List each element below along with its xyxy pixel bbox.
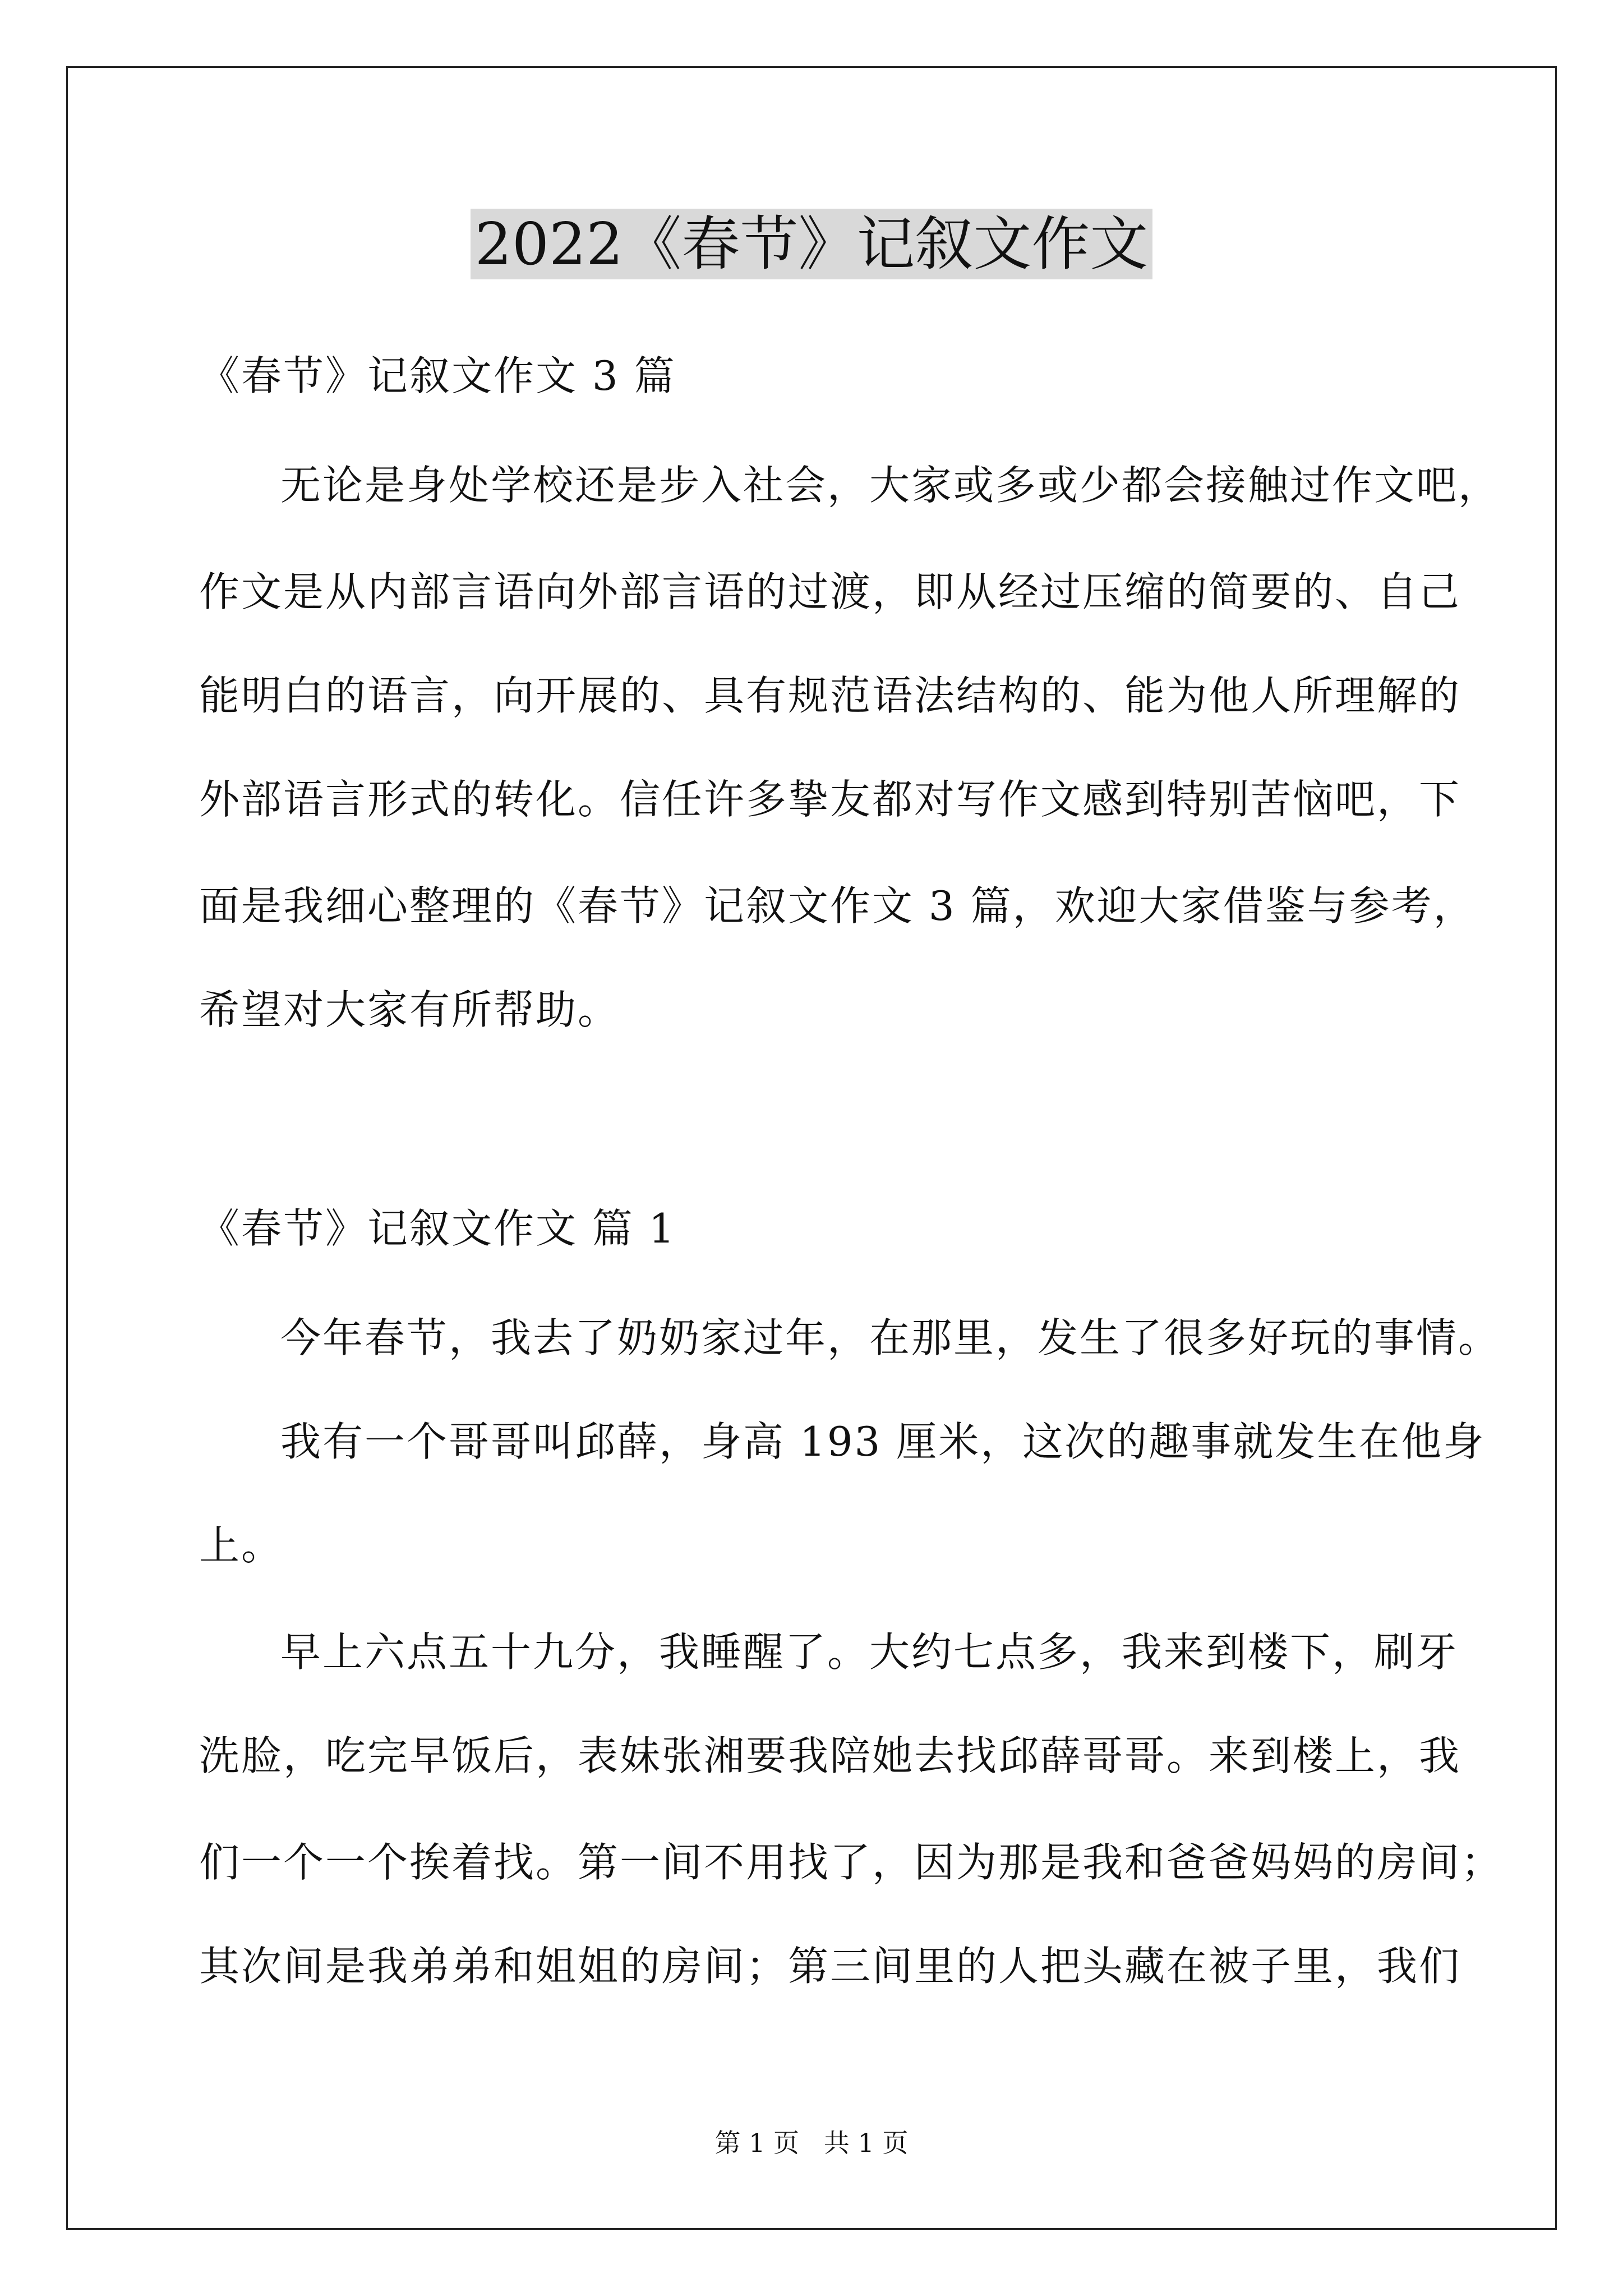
- body-line: 我有一个哥哥叫邱薛，身高 193 厘米，这次的趣事就发生在他身: [280, 1418, 1486, 1465]
- intro-line: 能明白的语言，向开展的、具有规范语法结构的、能为他人所理解的: [199, 672, 1461, 719]
- body-line: 洗脸，吃完早饭后，表妹张湘要我陪她去找邱薛哥哥。来到楼上，我: [199, 1732, 1461, 1779]
- document-subtitle: 《春节》记叙文作文 3 篇: [199, 352, 676, 399]
- intro-line: 无论是身处学校还是步入社会，大家或多或少都会接触过作文吧，: [280, 462, 1501, 509]
- document-title: 2022《春节》记叙文作文: [0, 208, 1623, 280]
- section-heading: 《春节》记叙文作文 篇 1: [199, 1205, 676, 1252]
- intro-line: 面是我细心整理的《春节》记叙文作文 3 篇，欢迎大家借鉴与参考，: [199, 882, 1476, 930]
- intro-line: 外部语言形式的转化。信任许多挚友都对写作文感到特别苦恼吧，下: [199, 776, 1461, 823]
- body-line: 其次间是我弟弟和姐姐的房间；第三间里的人把头藏在被子里，我们: [199, 1943, 1461, 1990]
- intro-line: 希望对大家有所帮助。: [199, 986, 620, 1033]
- page-footer: 第 1 页 共 1 页: [714, 2128, 909, 2158]
- body-line: 今年春节，我去了奶奶家过年，在那里，发生了很多好玩的事情。: [280, 1314, 1501, 1361]
- body-line: 们一个一个挨着找。第一间不用找了，因为那是我和爸爸妈妈的房间；: [199, 1839, 1504, 1886]
- body-line: 早上六点五十九分，我睡醒了。大约七点多，我来到楼下，刷牙: [280, 1628, 1459, 1676]
- body-line: 上。: [199, 1522, 284, 1569]
- intro-line: 作文是从内部言语向外部言语的过渡，即从经过压缩的简要的、自己: [199, 568, 1461, 615]
